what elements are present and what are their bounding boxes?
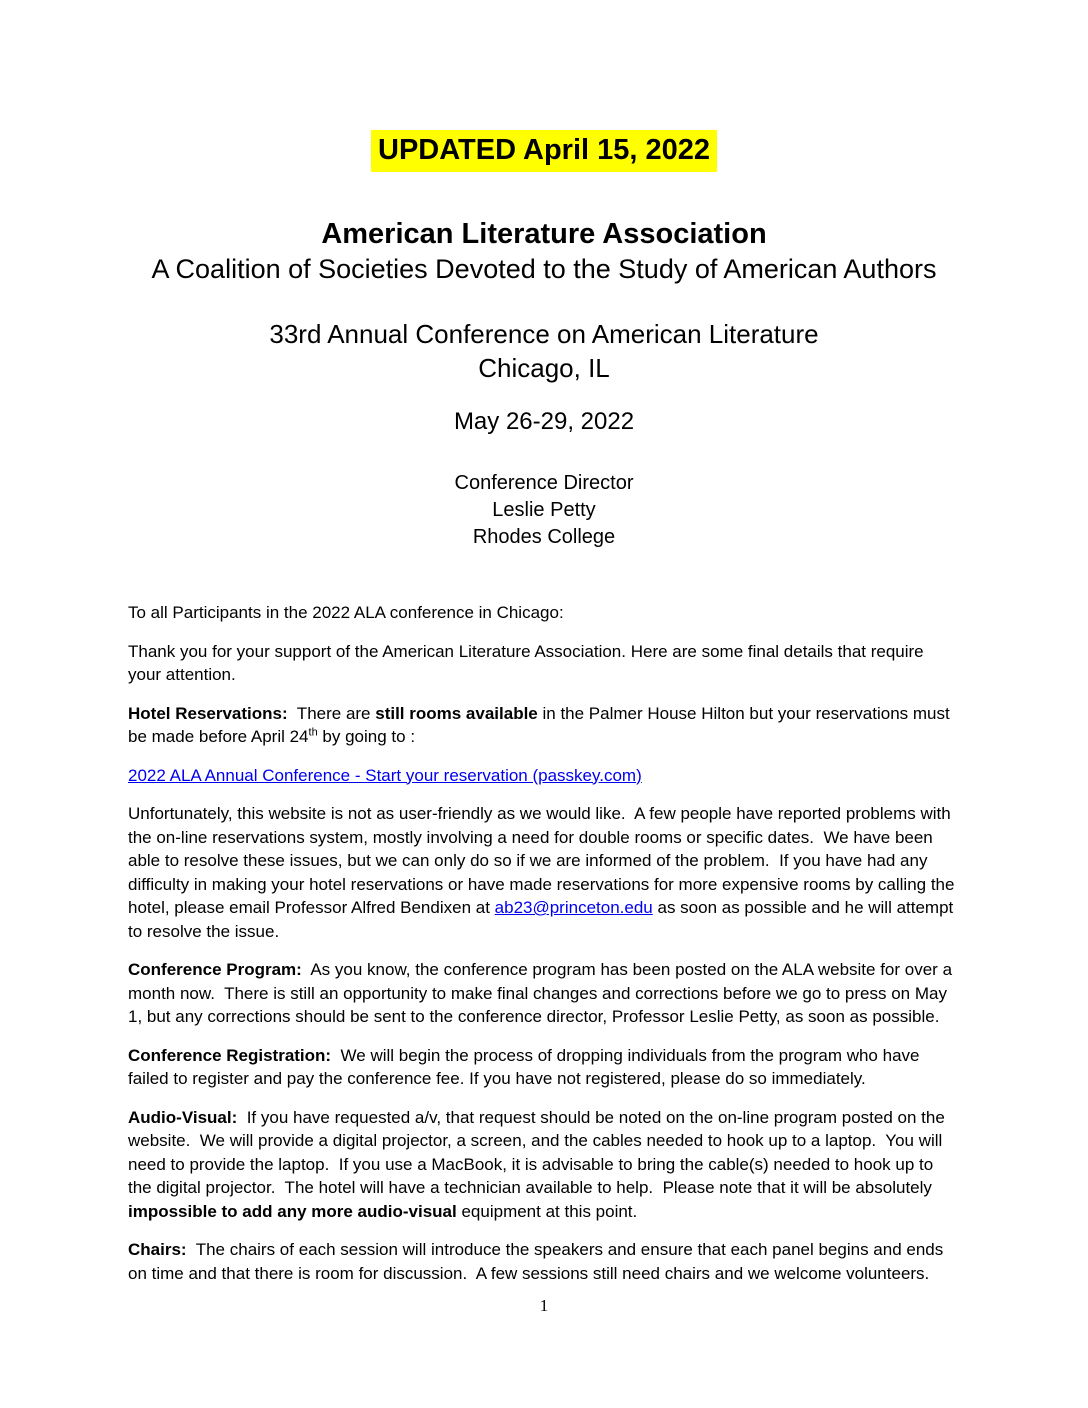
email-link[interactable]: ab23@princeton.edu (494, 898, 653, 917)
hotel-label: Hotel Reservations: (128, 703, 288, 723)
updated-banner: UPDATED April 15, 2022 (371, 130, 717, 172)
hotel-text-1: There are (287, 703, 376, 723)
audio-visual-text-2: equipment at this point. (456, 1201, 638, 1221)
chairs-text: The chairs of each session will introduce the speakers and ensure that each panel begins and ends on time and that there is room for discussion. A few sessions still need chairs and we welcome volunteers. (128, 1240, 948, 1283)
conference-dates: May 26-29, 2022 (453, 408, 635, 435)
conference-dates-block (128, 407, 960, 437)
director-name: Leslie Petty (492, 499, 596, 521)
conference-title: 33rd Annual Conference on American Literature (269, 319, 819, 349)
updated-banner-row (128, 130, 960, 172)
hotel-paragraph (128, 702, 960, 749)
website-issues-text-1: Unfortunately, this website is not as user-friendly as we would like. A few people have reported problems with the on-line reservations system, mostly involving a need for double rooms or specific dates. We have been able to resolve these issues, but we can only do so if we are informed of the problem. If you have had any difficulty in making your hotel reservations or have made reservations for more expensive rooms by calling the hotel, please email Professor Alfred Bendixen at (128, 804, 960, 917)
program-paragraph (128, 958, 960, 1029)
registration-paragraph (128, 1044, 960, 1091)
audio-visual-paragraph (128, 1106, 960, 1224)
salutation: To all Participants in the 2022 ALA conference in Chicago: (128, 603, 564, 622)
website-issues-paragraph (128, 802, 960, 943)
audio-visual-label: Audio-Visual: (128, 1107, 238, 1127)
chairs-paragraph (128, 1238, 960, 1285)
letter-body (128, 601, 960, 1285)
director-label: Conference Director (454, 472, 634, 494)
program-text: As you know, the conference program has been posted on the ALA website for over a month now. There is still an opportunity to make final changes and corrections before we go to press on May 1, but any corrections should be sent to the conference director, Professor Leslie Petty, as soon as possible. (128, 960, 957, 1026)
reservation-link[interactable]: 2022 ALA Annual Conference - Start your reservation (passkey.com) (128, 765, 642, 785)
conference-title-block (128, 317, 960, 385)
org-name: American Literature Association (321, 218, 767, 250)
program-label: Conference Program: (128, 960, 302, 979)
registration-label: Conference Registration: (128, 1045, 332, 1065)
hotel-bold-phrase: still rooms available (375, 703, 538, 723)
hotel-text-2: in the Palmer House Hilton but your reservations must be made before April 24 (128, 703, 955, 746)
intro-paragraph: Thank you for your support of the American Literature Association. Here are some final details that require your attention. (128, 641, 929, 684)
conference-location: Chicago, IL (478, 353, 610, 383)
ordinal-superscript: th (308, 726, 318, 739)
audio-visual-text-1: If you have requested a/v, that request should be noted on the on-line program posted on the website. We will provide a digital projector, a screen, and the cables needed to hook up to a laptop. You will need to provide the laptop. If you use a MacBook, it is advisable to bring the cable(s) needed to hook up to the digital projector. The hotel will have a technician available to help. Please note that it will be absolutely (128, 1107, 950, 1197)
org-tagline: A Coalition of Societies Devoted to the Study of American Authors (151, 254, 937, 284)
chairs-label: Chairs: (128, 1240, 187, 1259)
director-block (128, 470, 960, 551)
page-number: 1 (539, 1296, 549, 1315)
audio-visual-bold-phrase: impossible to add any more audio-visual (128, 1201, 457, 1221)
website-issues-text-2: as soon as possible and he will attempt to resolve the issue. (128, 898, 959, 941)
director-affiliation: Rhodes College (472, 526, 616, 548)
reservation-link-paragraph (128, 764, 960, 788)
registration-text: We will begin the process of dropping individuals from the program who have failed to register and pay the conference fee. If you have not registered, please do so immediately. (128, 1045, 925, 1088)
hotel-text-3: by going to : (317, 727, 416, 746)
org-header (128, 216, 960, 287)
